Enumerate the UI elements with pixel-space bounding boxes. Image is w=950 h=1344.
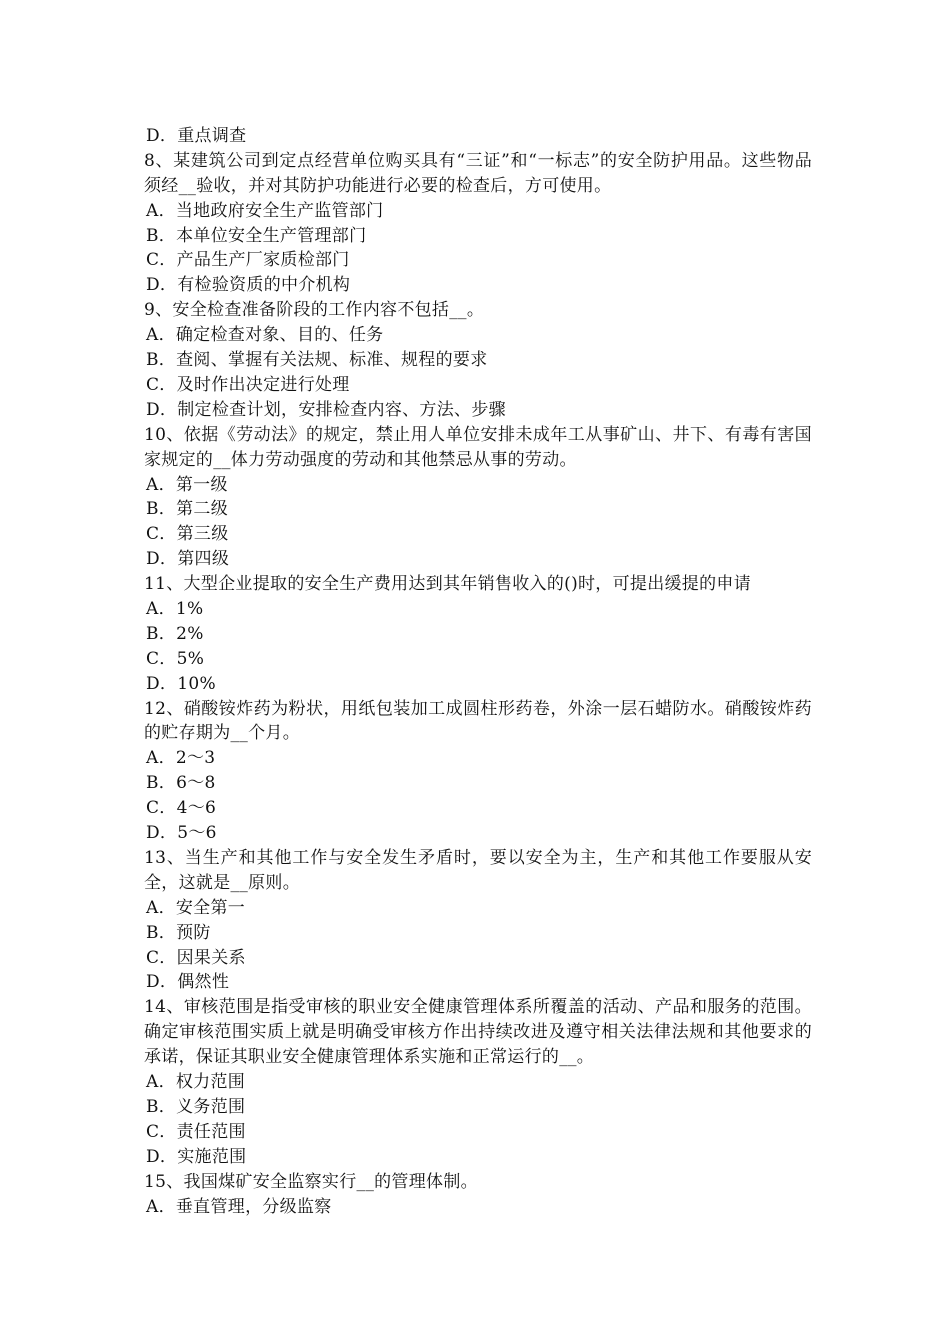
- answer-option: A．安全第一: [146, 897, 246, 918]
- answer-option: A．2～3: [146, 748, 216, 769]
- answer-option: A．确定检查对象、目的、任务: [146, 325, 384, 346]
- answer-option: C．因果关系: [146, 947, 246, 968]
- answer-option: C．责任范围: [146, 1121, 246, 1142]
- answer-option: A．权力范围: [146, 1072, 246, 1093]
- answer-option: A．1%: [146, 599, 204, 620]
- answer-option: A．第一级: [146, 474, 228, 495]
- question-text: 12、硝酸铵炸药为粉状，用纸包装加工成圆柱形药卷，外涂一层石蜡防水。硝酸铵炸药的贮存期为__个月。: [144, 698, 812, 744]
- answer-option: B．预防: [146, 922, 211, 943]
- answer-option: B．查阅、掌握有关法规、标准、规程的要求: [146, 350, 488, 371]
- question-text: 8、某建筑公司到定点经营单位购买具有“三证”和“一标志”的安全防护用品。这些物品须经__验收，并对其防护功能进行必要的检查后，方可使用。: [144, 150, 812, 196]
- question-text: 13、当生产和其他工作与安全发生矛盾时，要以安全为主，生产和其他工作要服从安全，这就是__原则。: [144, 847, 812, 893]
- question-text: 11、大型企业提取的安全生产费用达到其年销售收入的()时，可提出缓提的申请: [144, 574, 751, 595]
- answer-option: A．当地政府安全生产监管部门: [146, 200, 384, 221]
- answer-option: B．本单位安全生产管理部门: [146, 225, 367, 246]
- question-text: 15、我国煤矿安全监察实行__的管理体制。: [144, 1171, 478, 1192]
- answer-option: D．10%: [146, 673, 216, 694]
- answer-option: A．垂直管理，分级监察: [146, 1196, 332, 1217]
- question-list: [144, 124, 812, 1219]
- answer-option: D．5～6: [146, 823, 217, 844]
- answer-option: B．第二级: [146, 499, 228, 520]
- answer-option: B．2%: [146, 623, 204, 644]
- answer-option: C．产品生产厂家质检部门: [146, 250, 350, 271]
- answer-option: C．第三级: [146, 524, 229, 545]
- answer-option: B．义务范围: [146, 1096, 246, 1117]
- answer-option: B．6～8: [146, 773, 216, 794]
- answer-option: C．及时作出决定进行处理: [146, 374, 350, 395]
- answer-option: D．偶然性: [146, 972, 230, 993]
- answer-option: D．实施范围: [146, 1146, 247, 1167]
- answer-option: D．重点调查: [146, 126, 247, 146]
- answer-option: C．4～6: [146, 798, 217, 819]
- answer-option: D．有检验资质的中介机构: [146, 275, 351, 296]
- question-text: 9、安全检查准备阶段的工作内容不包括__。: [144, 300, 485, 321]
- question-text: 14、审核范围是指受审核的职业安全健康管理体系所覆盖的活动、产品和服务的范围。确定审核范围实质上就是明确受审核方作出持续改进及遵守相关法律法规和其他要求的承诺，保证其职业安全健康管理体系实施和正常运行的__。: [144, 997, 812, 1068]
- answer-option: D．第四级: [146, 549, 230, 570]
- question-text: 10、依据《劳动法》的规定，禁止用人单位安排未成年工从事矿山、井下、有毒有害国家规定的__体力劳动强度的劳动和其他禁忌从事的劳动。: [144, 424, 812, 470]
- answer-option: D．制定检查计划，安排检查内容、方法、步骤: [146, 399, 506, 420]
- answer-option: C．5%: [146, 648, 205, 669]
